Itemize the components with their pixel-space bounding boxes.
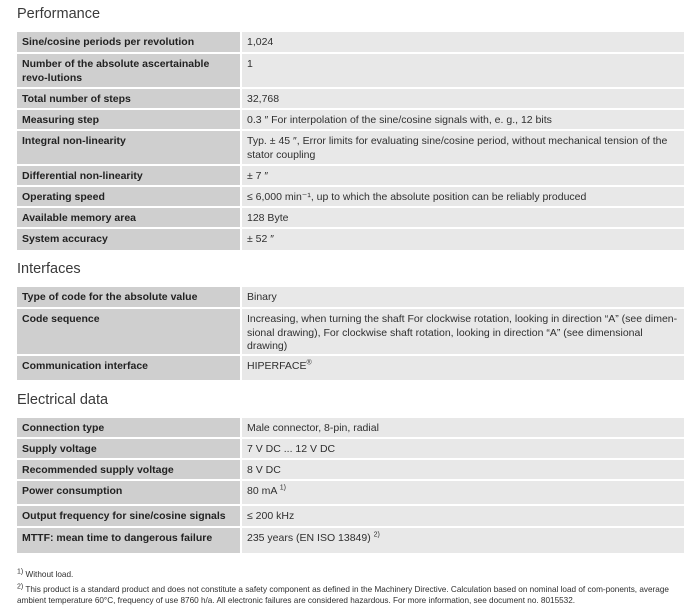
footnote-mark: 1) <box>17 568 24 576</box>
footnote-text: This product is a standard product and does not constitute a safety component as defined in the Machinery Directive. Calculation based on nominal load of com-ponents, average ambient temperature 60°C, frequency of use 8760 h/a. All electronic failures are considered hazardous. For more information, see document no. 8015532. <box>17 584 669 606</box>
row-value <box>242 356 684 380</box>
row-label: Code sequence <box>17 309 242 356</box>
row-label: Output frequency for sine/cosine signals <box>17 506 242 528</box>
value-text: 80 mA <box>247 484 277 497</box>
row-label: System accuracy <box>17 229 242 250</box>
row-value <box>242 481 684 506</box>
row-label: Power consumption <box>17 481 242 506</box>
row-value: 32,768 <box>242 89 684 110</box>
table-row <box>17 528 684 553</box>
row-label: Supply voltage <box>17 439 242 460</box>
table-row <box>17 89 684 110</box>
row-value: ± 52 ″ <box>242 229 684 250</box>
registered-mark: ® <box>306 359 312 367</box>
row-label: Type of code for the absolute value <box>17 287 242 309</box>
row-value <box>242 528 684 553</box>
footnote-text: Without load. <box>25 569 74 579</box>
value-text: HIPERFACE <box>247 359 307 372</box>
row-value: Binary <box>242 287 684 309</box>
row-value: 1,024 <box>242 32 684 54</box>
table-row <box>17 131 684 166</box>
row-label: Available memory area <box>17 208 242 229</box>
footnote-1 <box>17 569 682 580</box>
row-value: 8 V DC <box>242 460 684 481</box>
row-value: Typ. ± 45 ″, Error limits for evaluating sine/cosine period, without mechanical tension of the stator coupling <box>242 131 684 166</box>
table-row <box>17 229 684 250</box>
row-label: Total number of steps <box>17 89 242 110</box>
datasheet-page <box>0 3 699 606</box>
row-value: Increasing, when turning the shaft For clockwise rotation, looking in direction “A” (see dimen-sional drawing), For clockwise shaft rotation, looking in direction “A” (see dimensional drawing) <box>242 309 684 356</box>
row-value: ± 7 ″ <box>242 166 684 187</box>
row-label: Operating speed <box>17 187 242 208</box>
footnote-ref: 2) <box>373 531 380 539</box>
electrical-table <box>17 418 684 553</box>
row-value: 7 V DC ... 12 V DC <box>242 439 684 460</box>
row-value: 128 Byte <box>242 208 684 229</box>
row-label: Connection type <box>17 418 242 439</box>
row-label: Measuring step <box>17 110 242 131</box>
table-row <box>17 110 684 131</box>
section-title-performance: Performance <box>17 6 101 22</box>
footnote-mark: 2) <box>17 583 24 591</box>
table-row <box>17 287 684 309</box>
row-label: Sine/cosine periods per revolution <box>17 32 242 54</box>
row-value: 1 <box>242 54 684 89</box>
section-title-interfaces: Interfaces <box>17 261 81 277</box>
table-row <box>17 506 684 528</box>
table-row <box>17 481 684 506</box>
row-value: Male connector, 8-pin, radial <box>242 418 684 439</box>
row-value: 0.3 ″ For interpolation of the sine/cosine signals with, e. g., 12 bits <box>242 110 684 131</box>
table-row <box>17 309 684 356</box>
table-row <box>17 166 684 187</box>
row-label: Number of the absolute ascertainable revo-lutions <box>17 54 242 89</box>
table-row <box>17 356 684 380</box>
table-row <box>17 460 684 481</box>
row-label: Recommended supply voltage <box>17 460 242 481</box>
row-label: MTTF: mean time to dangerous failure <box>17 528 242 553</box>
section-title-electrical: Electrical data <box>17 391 109 408</box>
table-row <box>17 418 684 439</box>
footnote-2 <box>17 584 682 606</box>
row-value: ≤ 6,000 min⁻¹, up to which the absolute position can be reliably produced <box>242 187 684 208</box>
table-row <box>17 439 684 460</box>
row-label: Differential non-linearity <box>17 166 242 187</box>
row-label: Communication interface <box>17 356 242 380</box>
table-row <box>17 187 684 208</box>
row-label: Integral non-linearity <box>17 131 242 166</box>
interfaces-table <box>17 287 684 380</box>
value-text: 235 years (EN ISO 13849) <box>247 531 371 544</box>
footnotes <box>17 569 682 606</box>
performance-table <box>17 32 684 250</box>
row-value: ≤ 200 kHz <box>242 506 684 528</box>
table-row <box>17 208 684 229</box>
table-row <box>17 54 684 89</box>
table-row <box>17 32 684 54</box>
footnote-ref: 1) <box>279 484 286 492</box>
